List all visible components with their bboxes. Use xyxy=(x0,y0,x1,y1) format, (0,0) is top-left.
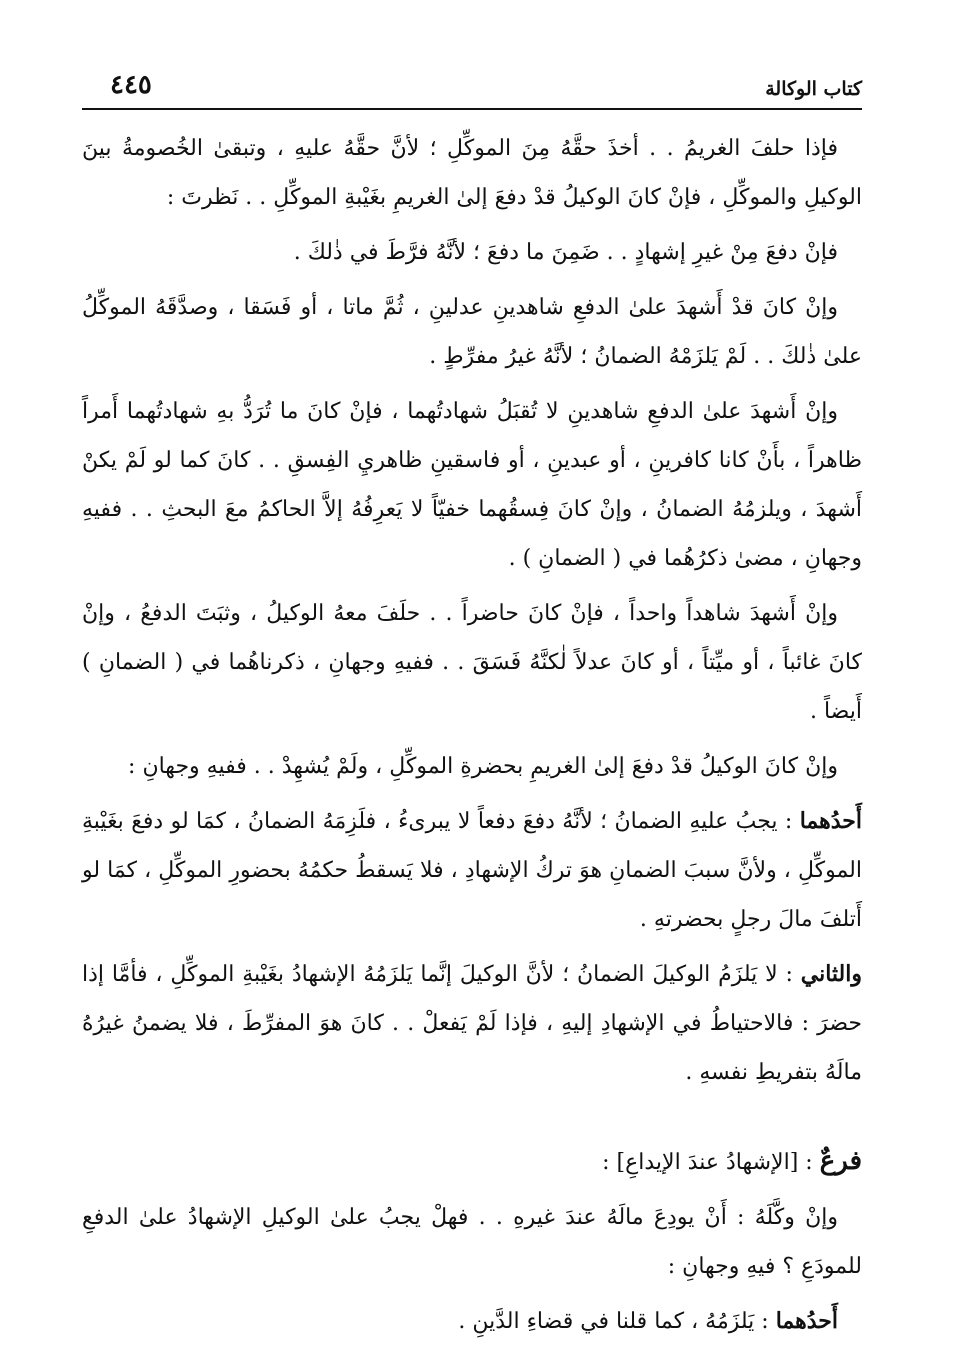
page-body xyxy=(82,110,862,1346)
paragraph xyxy=(82,1297,862,1346)
paragraph xyxy=(82,228,862,277)
paragraph xyxy=(82,387,862,583)
branch-heading xyxy=(82,1137,862,1187)
paragraph-text: وإنْ أَشهدَ شاهداً واحداً ، فإنْ كانَ حاضراً . . حلَفَ معهُ الوكيلُ ، وثبَتَ الدفعُ ، وإنْ كانَ غائباً ، أو ميِّتاً ، أو كانَ عدلاً لٰكنَّهُ فَسَقَ . . ففيهِ وجهانِ ، ذكرناهُما في ( الضمانِ ) أَيضاً . xyxy=(82,601,862,724)
paragraph xyxy=(82,124,862,222)
paragraph-text: : يجبُ عليهِ الضمانُ ؛ لأنَّهُ دفعَ دفعاً لا يبرىءُ ، فلَزِمَهُ الضمانُ ، كمَا لو دفعَ بغَيْبةِ الموكِّلِ ، ولأنَّ سببَ الضمانِ هوَ تركُ الإشهادِ ، فلا يَسقطُ حكمُهُ بحضورِ الموكِّلِ ، كمَا لو أَتلفَ مالَ رجلٍ بحضرتهِ . xyxy=(82,809,862,932)
paragraph-text: وإنْ كانَ الوكيلُ قدْ دفعَ إلىٰ الغريمِ بحضرةِ الموكِّلِ ، ولَمْ يُشهِدْ . . ففيهِ وجهانِ : xyxy=(128,754,838,779)
paragraph xyxy=(82,1193,862,1291)
paragraph-text: فإنْ دفعَ مِنْ غيرِ إشهادٍ . . ضَمِنَ ما دفعَ ؛ لأنَّهُ فرَّطَ في ذٰلكَ . xyxy=(293,240,838,265)
paragraph xyxy=(82,797,862,944)
paragraph-lead: أَحدُهما xyxy=(775,1308,838,1334)
book-page xyxy=(82,60,862,1352)
paragraph-text: : يَلزَمُهُ ، كما قلنا في قضاءِ الدَّينِ . xyxy=(458,1309,776,1334)
paragraph xyxy=(82,950,862,1097)
paragraph-text: وإنْ وكَّلَهُ : أَنْ يودِعَ مالَهُ عندَ غيرهِ . . فهلْ يجبُ علىٰ الوكيلِ الإشهادُ علىٰ الدفعِ للمودَعِ ؟ فيهِ وجهانِ : xyxy=(82,1205,862,1279)
paragraph-lead: والثاني xyxy=(800,961,862,987)
branch-title: فرعٌ xyxy=(819,1146,862,1176)
paragraph xyxy=(82,742,862,791)
paragraph xyxy=(82,283,862,381)
page-header xyxy=(82,60,862,110)
paragraph-text: وإنْ كانَ قدْ أَشهدَ علىٰ الدفعِ شاهدينِ عدلينِ ، ثُمَّ ماتا ، أو فَسَقا ، وصدَّقَهُ الموكِّلُ علىٰ ذٰلكَ . . لَمْ يَلزَمْهُ الضمانُ ؛ لأنَّهُ غيرُ مفرِّطٍ . xyxy=(82,295,862,369)
paragraph xyxy=(82,589,862,736)
paragraph-text: فإذا حلفَ الغريمُ . . أخذَ حقَّهُ مِنَ الموكِّلِ ؛ لأنَّ حقَّهُ عليهِ ، وتبقىٰ الخُصومةُ بينَ الوكيلِ والموكِّلِ ، فإنْ كانَ الوكيلُ قدْ دفعَ إلىٰ الغريمِ بغَيْبةِ الموكِّلِ . . نَظرتَ : xyxy=(82,136,862,210)
branch-subtitle: : [الإشهادُ عندَ الإيداعِ] : xyxy=(602,1150,820,1175)
paragraph-lead: أَحدُهما xyxy=(799,808,862,834)
page-number: ٤٤٥ xyxy=(110,70,152,100)
paragraph-text: : لا يَلزَمُ الوكيلَ الضمانُ ؛ لأنَّ الوكيلَ إنَّما يَلزَمُهُ الإشهادُ بغَيْبةِ الموكِّلِ ، فأمَّا إذا حضرَ : فالاحتياطُ في الإشهادِ إليهِ ، فإذا لَمْ يَفعلْ . . كانَ هوَ المفرِّطَ ، فلا يضمنُ غيرُهُ مالَهُ بتفريطِ نفسهِ . xyxy=(82,962,862,1085)
paragraph-text: وإنْ أَشهدَ علىٰ الدفعِ شاهدينِ لا تُقبَلُ شهادتُهما ، فإنْ كانَ ما تُرَدُّ بهِ شهادتُهما أَمراً ظاهراً ، بأَنْ كانا كافرينِ ، أو عبدينِ ، أو فاسقينِ ظاهريِ الفِسقِ . . كانَ كما لو لَمْ يكنْ أَشهدَ ، ويلزمُهُ الضمانُ ، وإنْ كانَ فِسقُهما خفيّاً لا يَعرِفُهُ إلاَّ الحاكمُ معَ البحثِ . . ففيهِ وجهانِ ، مضىٰ ذكرُهُما في ( الضمانِ ) . xyxy=(82,399,862,571)
running-title: كتاب الوكالة xyxy=(765,78,862,100)
